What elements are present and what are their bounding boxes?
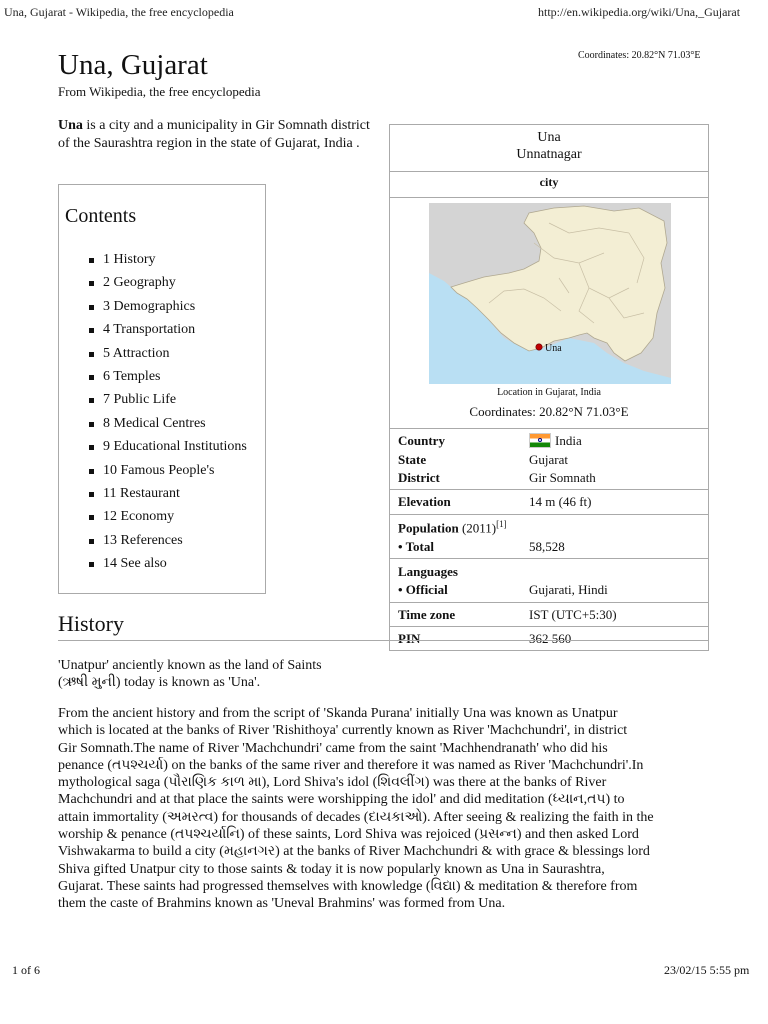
toc-item[interactable]: 7 Public Life [89,391,247,414]
page-count: 1 of 6 [12,963,40,977]
paragraph-line: penance (તપશ્ચર્યા) on the banks of the same river and therefore it was named as River 'Machchundri'.In [58,757,644,773]
district-value[interactable]: Gir Somnath [529,470,596,485]
infobox-name: Una [537,130,561,145]
print-timestamp: 23/02/15 5:55 pm [664,963,750,977]
infobox-divider [390,489,708,490]
history-heading: History [58,611,124,636]
paragraph-line: Gujarat. These saints had progressed themselves with knowledge (વિદ્યા) & meditation & therefore from [58,878,638,894]
toc-item[interactable]: 2 Geography [89,274,247,297]
infobox-divider [390,428,708,429]
paragraph-line: Shiva gifted Unatpur city to those saints & today it is now popularly known as Una in Saurashtra, [58,861,605,877]
infobox [389,124,709,651]
official-languages-value: Gujarati, Hindi [529,582,608,597]
country-label: Country [398,433,445,448]
india-flag-icon [529,433,551,448]
pin-label: PIN [398,631,421,646]
toc-item[interactable]: 14 See also [89,555,247,578]
toc-item[interactable]: 12 Economy [89,508,247,531]
district-label: District [398,470,440,485]
toc-item[interactable]: 5 Attraction [89,345,247,368]
population-label [398,519,507,536]
population-total-label: • Total [398,539,434,554]
paragraph-line: mythological saga (પૌરાણિક કાળ મા), Lord Shiva's idol (શિવલીંગ) was there at the banks of River [58,775,607,791]
paragraph-line: Machchundri and at that place the saints were worshipping the idol' and did meditation (ધ્યાન,તપ) to [58,792,625,808]
paragraph-line: attain immortality (અમરત્વ) for thousands of decades (દાયકાઓ). After seeing & realizing the faith in the [58,809,654,825]
paragraph-line: Gir Somnath.The name of River 'Machchundri' came from the saint 'Machhendranath' who did his [58,740,608,756]
location-map[interactable] [429,203,671,384]
infobox-header [390,129,708,163]
toc-item[interactable]: 13 References [89,532,247,555]
infobox-divider [390,558,708,559]
toc-item[interactable]: 8 Medical Centres [89,415,247,438]
paragraph-line: From the ancient history and from the script of 'Skanda Purana' initially Una was known as Unatpur [58,706,618,721]
infobox-divider [390,626,708,627]
intro-paragraph [58,117,370,153]
map-marker-label: Una [545,343,562,354]
elevation-value: 14 m (46 ft) [529,494,592,509]
page-title: Una, Gujarat [58,49,208,81]
infobox-coordinates[interactable]: Coordinates: 20.82°N 71.03°E [469,404,629,419]
official-languages-label: • Official [398,582,448,597]
toc-item[interactable]: 1 History [89,251,247,274]
toc-title: Contents [65,205,137,227]
intro-bold-name: Una [58,118,83,133]
toc-item[interactable]: 10 Famous People's [89,462,247,485]
infobox-divider [390,514,708,515]
gujarat-map-image [429,203,671,384]
intro-text: is a city and a municipality in Gir Somnath district of the Saurashtra region in the state of Gujarat, India . [58,118,370,151]
timezone-label: Time zone [398,607,456,622]
history-paragraph-2 [58,705,654,913]
toc-list [89,251,247,578]
toc-item[interactable]: 3 Demographics [89,298,247,321]
elevation-label: Elevation [398,494,451,509]
toc-item[interactable]: 11 Restaurant [89,485,247,508]
timezone-value[interactable]: IST (UTC+5:30) [529,607,617,622]
map-caption: Location in Gujarat, India [497,387,601,398]
infobox-type: city [539,175,559,189]
infobox-divider [390,602,708,603]
infobox-divider [390,171,708,172]
toc-item[interactable]: 9 Educational Institutions [89,438,247,461]
population-total-value: 58,528 [529,539,565,554]
infobox-alt-name: Unnatnagar [516,147,582,162]
pin-value: 362 560 [529,631,572,646]
languages-label: Languages [398,564,458,579]
state-value[interactable]: Gujarat [529,452,568,467]
country-value [529,433,582,449]
table-of-contents [58,184,266,594]
population-year: (2011) [458,520,497,536]
population-reference[interactable]: [1] [496,519,507,529]
paragraph-line: (ઋષી મુની) today is known as 'Una'. [58,675,261,691]
paragraph-line: them the caste of Brahmins known as 'Uneval Brahmins' was formed from Una. [58,896,506,912]
infobox-divider [390,197,708,198]
coordinates-link[interactable]: Coordinates: 20.82°N 71.03°E [578,50,701,61]
paragraph-line: Vishwakarma to build a city (મહાનગર) at the banks of River Machchundri & with grace & blessings lord [58,844,650,860]
population-label-text: Population [398,520,459,536]
print-header-url[interactable]: http://en.wikipedia.org/wiki/Una,_Gujarat [538,5,741,19]
state-label: State [398,452,427,467]
toc-item[interactable]: 6 Temples [89,368,247,391]
paragraph-line: worship & penance (તપશ્ચર્યાનિ) of these saints, Lord Shiva was rejoiced (પ્રસન્ન) and then asked Lord [58,827,639,843]
country-link[interactable]: India [555,433,582,448]
history-heading-rule [58,640,708,641]
paragraph-line: which is located at the banks of River 'Rishithoya' currently known as River 'Machchundri', in district [58,723,628,739]
page-subtitle: From Wikipedia, the free encyclopedia [58,84,261,99]
toc-item[interactable]: 4 Transportation [89,321,247,344]
print-header-title: Una, Gujarat - Wikipedia, the free encyclopedia [4,5,234,19]
history-paragraph-1 [58,657,322,692]
paragraph-line: 'Unatpur' anciently known as the land of Saints [58,658,322,673]
